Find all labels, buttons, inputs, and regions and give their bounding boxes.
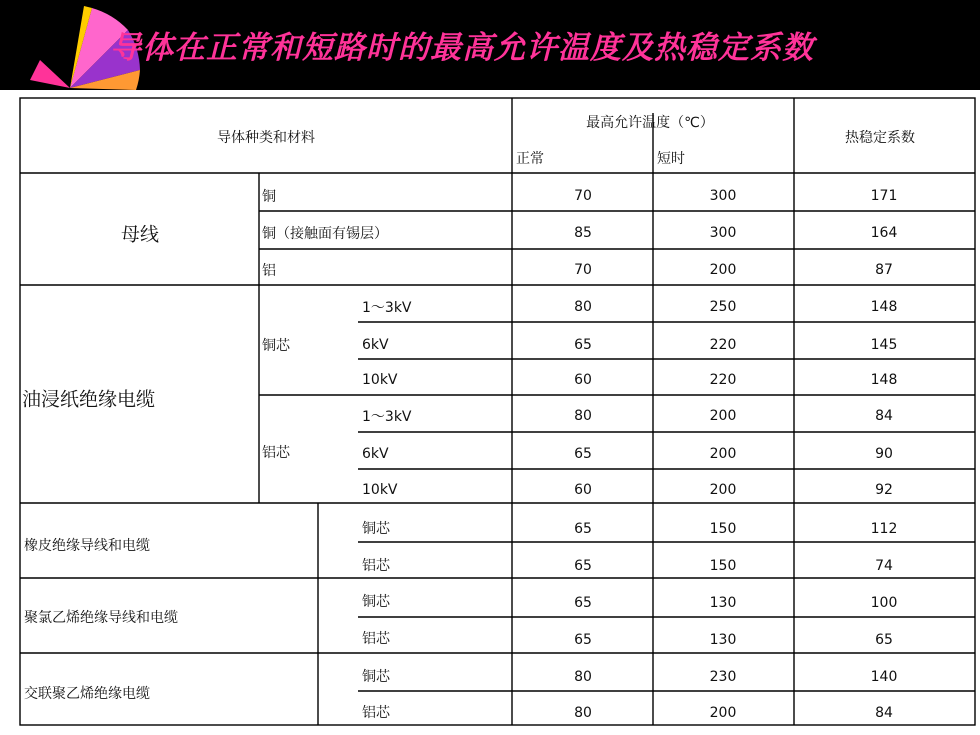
short-temp-cell: 250 <box>709 299 737 315</box>
material-cell: 铜（接触面有锡层） <box>262 226 388 242</box>
coef-cell: 84 <box>875 408 893 424</box>
group-label: 交联聚乙烯绝缘电缆 <box>24 686 150 702</box>
short-temp-cell: 200 <box>709 408 737 424</box>
normal-temp-cell: 80 <box>574 299 592 315</box>
coef-cell: 145 <box>870 337 898 353</box>
header-conductor-type: 导体种类和材料 <box>217 130 315 146</box>
coef-cell: 100 <box>870 595 898 611</box>
coef-cell: 164 <box>870 225 898 241</box>
coef-cell: 112 <box>870 521 898 537</box>
coef-cell: 65 <box>875 632 893 648</box>
normal-temp-cell: 65 <box>574 521 592 537</box>
short-temp-cell: 130 <box>709 595 737 611</box>
coef-cell: 140 <box>870 669 898 685</box>
normal-temp-cell: 80 <box>574 408 592 424</box>
short-temp-cell: 230 <box>709 669 737 685</box>
normal-temp-cell: 65 <box>574 595 592 611</box>
short-temp-cell: 200 <box>709 446 737 462</box>
voltage-cell: 1～3kV <box>362 409 412 425</box>
page-title: 导体在正常和短路时的最高允许温度及热稳定系数 <box>110 30 814 66</box>
normal-temp-cell: 65 <box>574 337 592 353</box>
short-temp-cell: 200 <box>709 262 737 278</box>
voltage-cell: 1～3kV <box>362 300 412 316</box>
group-label: 橡皮绝缘导线和电缆 <box>24 538 150 554</box>
voltage-cell: 10kV <box>362 372 398 388</box>
normal-temp-cell: 60 <box>574 482 592 498</box>
short-temp-cell: 150 <box>709 521 737 537</box>
material-cell: 铝芯 <box>362 558 390 574</box>
group-label: 聚氯乙烯绝缘导线和电缆 <box>24 610 178 626</box>
coef-cell: 90 <box>875 446 893 462</box>
coef-cell: 171 <box>870 188 898 204</box>
short-temp-cell: 130 <box>709 632 737 648</box>
normal-temp-cell: 85 <box>574 225 592 241</box>
normal-temp-cell: 65 <box>574 446 592 462</box>
voltage-cell: 6kV <box>362 337 389 353</box>
coef-cell: 74 <box>875 558 893 574</box>
normal-temp-cell: 65 <box>574 558 592 574</box>
normal-temp-cell: 80 <box>574 705 592 721</box>
header-max-temp: 最高允许温度（℃） <box>586 115 714 131</box>
material-cell: 铝芯 <box>362 705 390 721</box>
coef-cell: 84 <box>875 705 893 721</box>
coef-cell: 92 <box>875 482 893 498</box>
normal-temp-cell: 70 <box>574 262 592 278</box>
normal-temp-cell: 80 <box>574 669 592 685</box>
header-normal: 正常 <box>516 151 544 167</box>
material-cell: 铝 <box>262 263 276 279</box>
material-cell: 铜芯 <box>362 521 390 537</box>
normal-temp-cell: 70 <box>574 188 592 204</box>
material-cell: 铜芯 <box>362 669 390 685</box>
short-temp-cell: 200 <box>709 705 737 721</box>
short-temp-cell: 220 <box>709 337 737 353</box>
material-cell: 铜芯 <box>362 594 390 610</box>
header-short-time: 短时 <box>657 151 685 167</box>
normal-temp-cell: 65 <box>574 632 592 648</box>
short-temp-cell: 220 <box>709 372 737 388</box>
material-cell: 铜芯 <box>262 338 290 354</box>
short-temp-cell: 300 <box>709 225 737 241</box>
short-temp-cell: 150 <box>709 558 737 574</box>
material-cell: 铝芯 <box>362 631 390 647</box>
material-cell: 铜 <box>262 189 276 205</box>
voltage-cell: 6kV <box>362 446 389 462</box>
coef-cell: 148 <box>870 299 898 315</box>
voltage-cell: 10kV <box>362 482 398 498</box>
coef-cell: 87 <box>875 262 893 278</box>
group-label: 油浸纸绝缘电缆 <box>22 388 156 411</box>
normal-temp-cell: 60 <box>574 372 592 388</box>
coef-cell: 148 <box>870 372 898 388</box>
short-temp-cell: 200 <box>709 482 737 498</box>
short-temp-cell: 300 <box>709 188 737 204</box>
material-cell: 铝芯 <box>262 445 290 461</box>
group-label: 母线 <box>120 223 160 246</box>
header-thermal-coef: 热稳定系数 <box>845 130 915 146</box>
